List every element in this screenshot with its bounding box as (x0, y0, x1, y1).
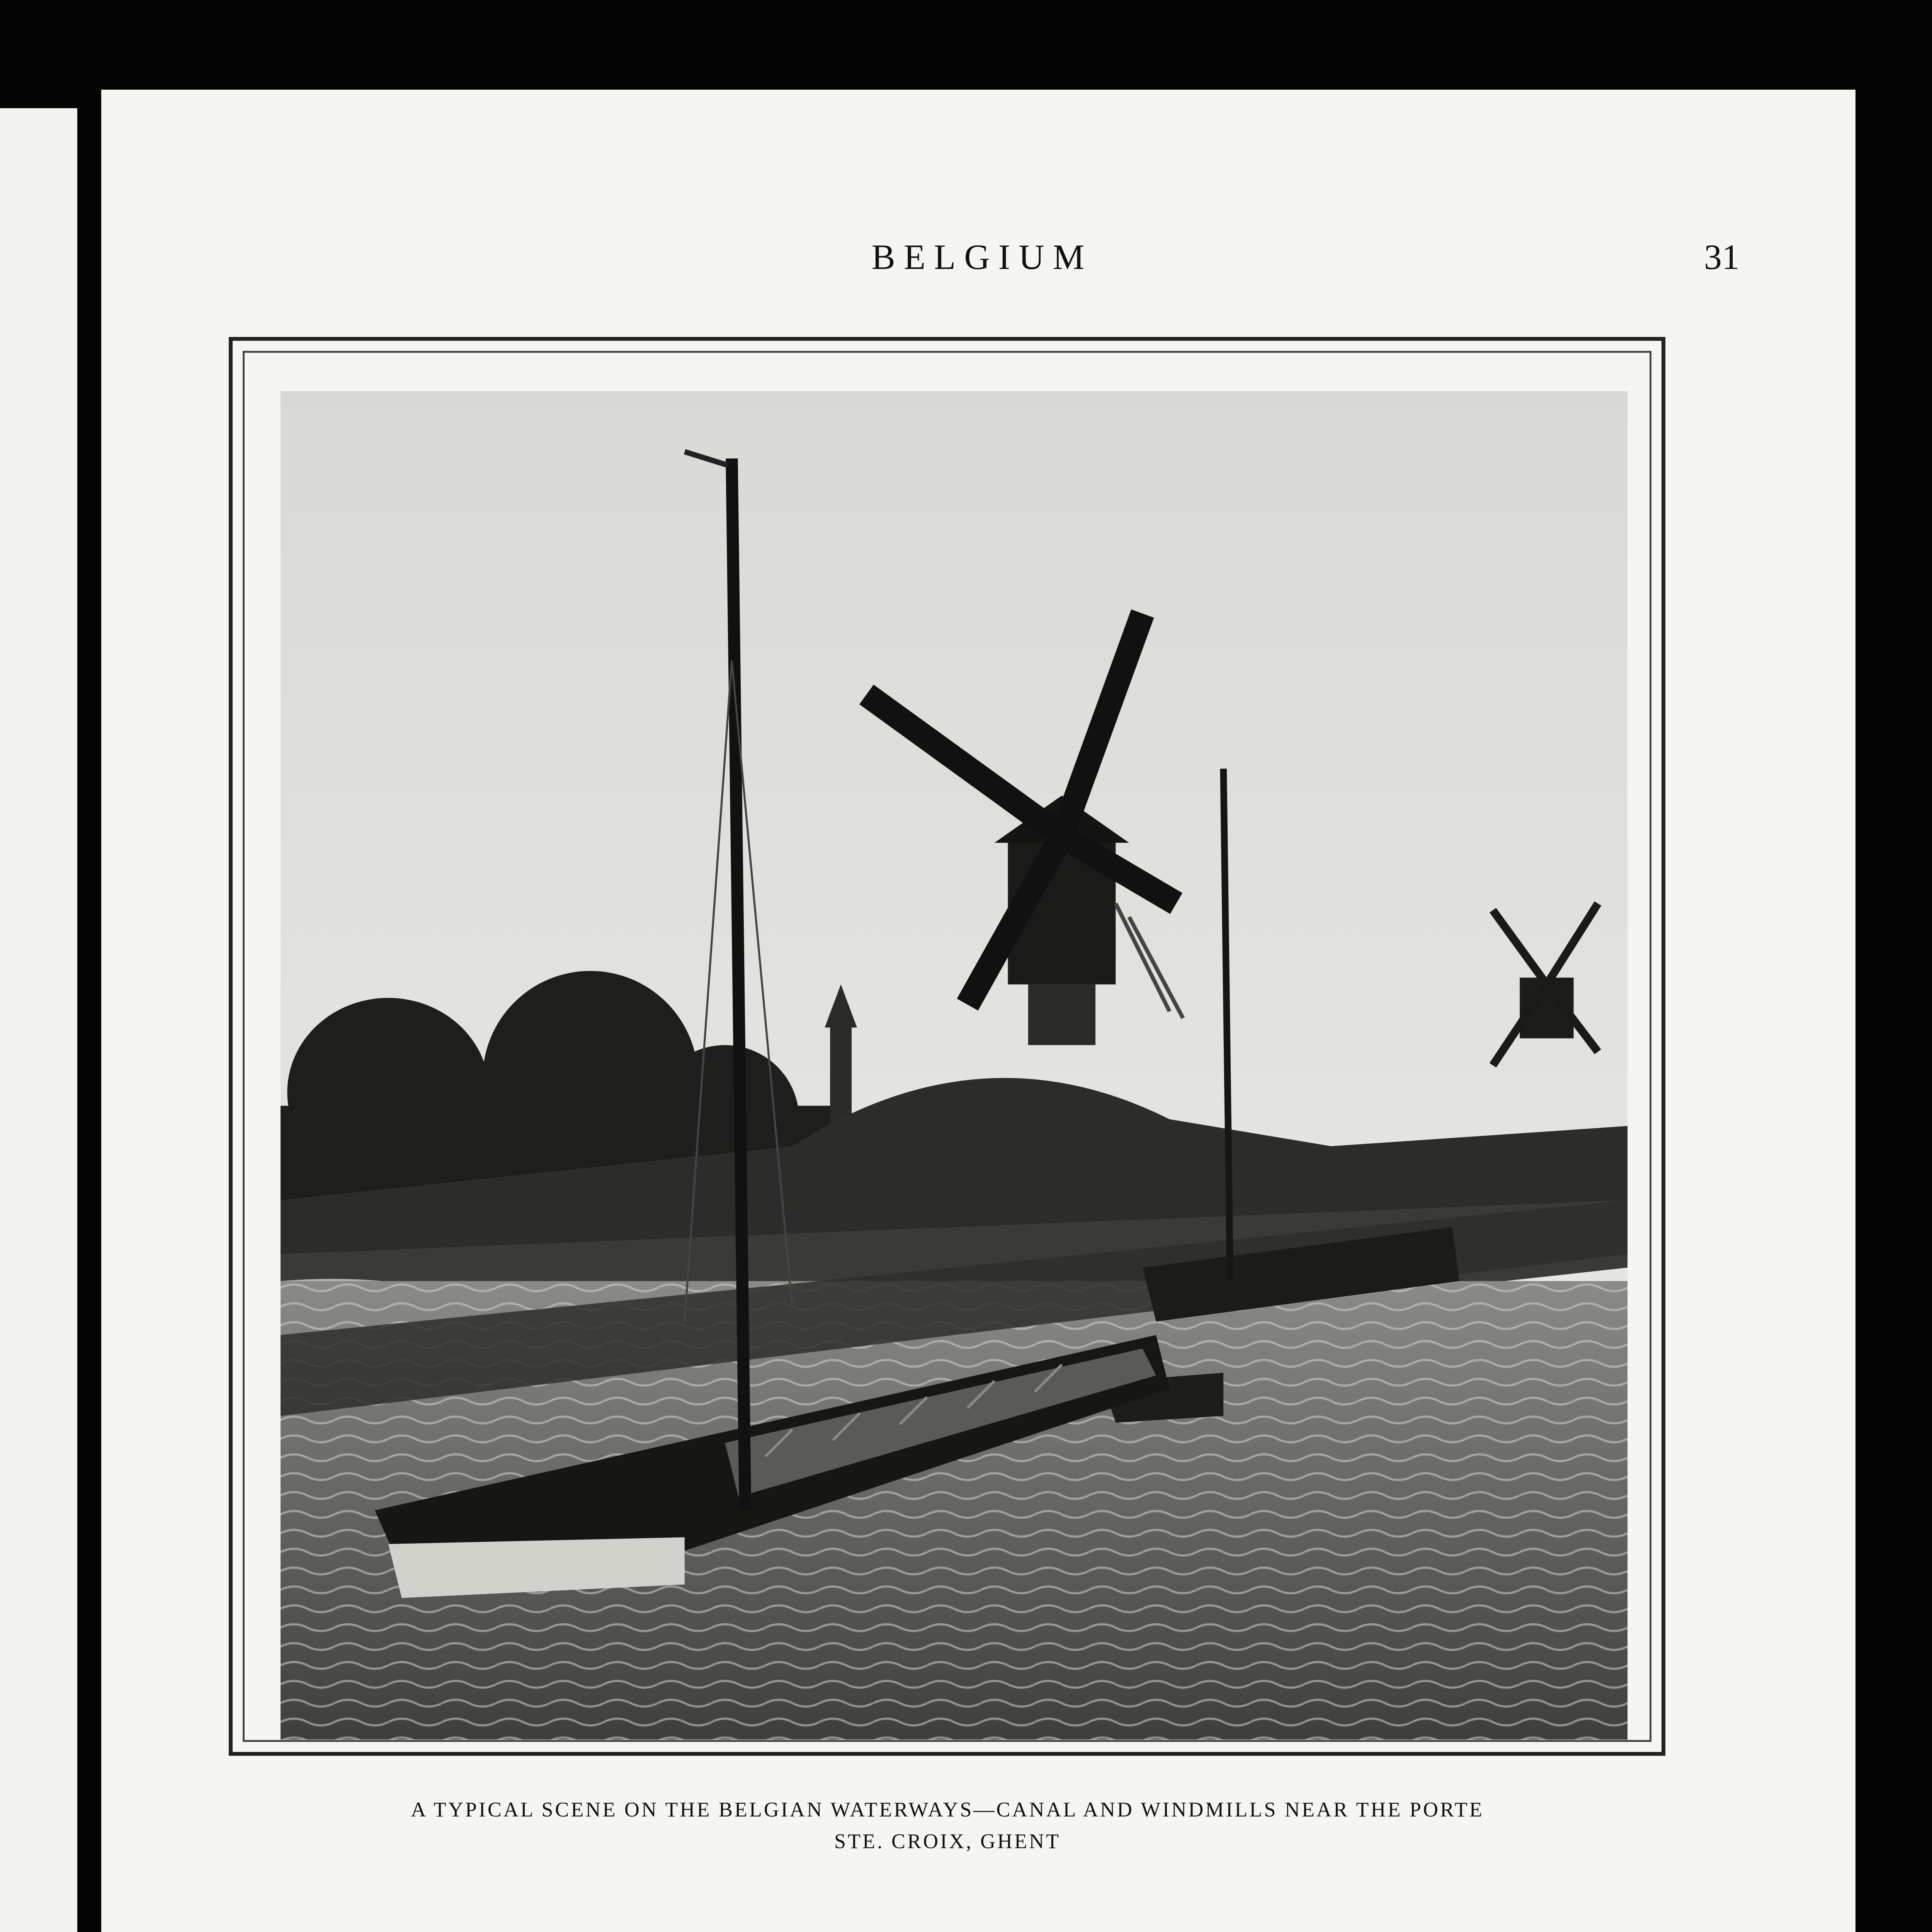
caption-line-1: A TYPICAL SCENE ON THE BELGIAN WATERWAYS—CANAL AND WINDMILLS NEAR THE PORTE (411, 1798, 1484, 1821)
photo-illustration (281, 391, 1628, 1740)
photo-plate (229, 337, 1665, 1756)
running-title: BELGIUM (871, 237, 1093, 277)
page-number: 31 (1704, 237, 1740, 277)
adjacent-left-page (0, 108, 77, 1932)
book-page (101, 90, 1855, 1932)
page-header (101, 236, 1855, 291)
canal-windmills-photograph (281, 391, 1628, 1740)
caption-line-2: STE. CROIX, GHENT (834, 1830, 1061, 1853)
figure-caption (248, 1794, 1647, 1857)
